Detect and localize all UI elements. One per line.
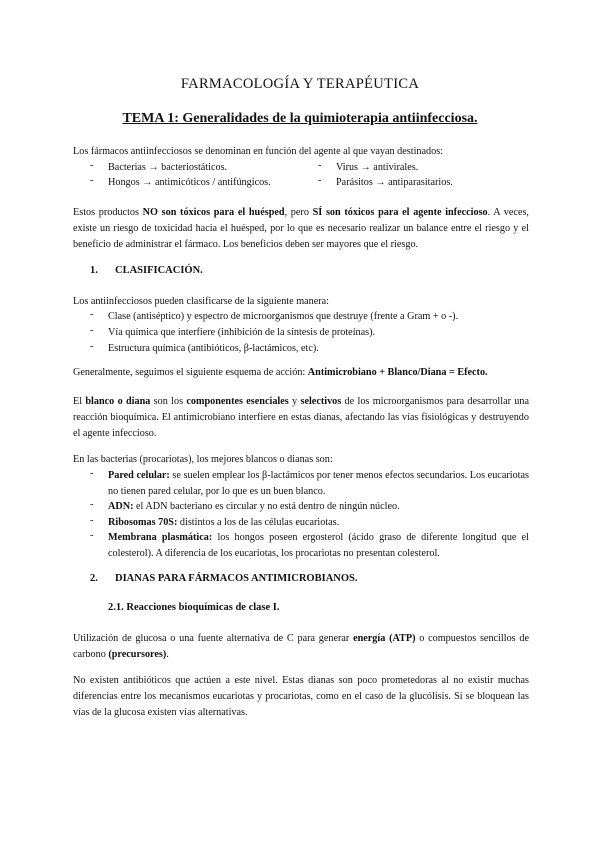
list-item: Virus → antivirales. [336,162,419,173]
list-item: Pared celular: se suelen emplear los β-lactámicos por tener menos efectos secundarios. Los eucariotas no tienen pared celular, por lo que es un buen blanco. [108,470,529,497]
list-item: ADN: el ADN bacteriano es circular y no está dentro de ningún núcleo. [108,501,400,512]
list-item: Bacterias → bacteriostáticos. [108,162,228,173]
list-item: Estructura química (antibióticos, β-lactámicos, etc). [108,343,319,354]
bullet-dash: - [90,175,94,186]
bullet-dash: - [90,309,94,320]
bullet-dash: - [90,515,94,526]
glucose-paragraph: Utilización de glucosa o una fuente alternativa de C para generar energía (ATP) o compuestos sencillos de carbono (precursores). [73,633,529,660]
bullet-dash: - [90,341,94,352]
bullet-dash: - [90,499,94,510]
classification-intro: Los antiinfecciosos pueden clasificarse de la siguiente manera: [73,296,330,307]
bacteria-intro: En las bacterias (procariotas), los mejores blancos o dianas son: [73,454,333,465]
list-item: Parásitos → antiparasitarios. [336,177,453,188]
subsection-heading: 2.1. Reacciones bioquímicas de clase I. [108,602,280,613]
bullet-dash: - [90,530,94,541]
toxicity-paragraph: Estos productos NO son tóxicos para el huésped, pero SÍ son tóxicos para el agente infeccioso. A veces, existe un riesgo de toxicidad hacia el huésped, por lo que es necesario realizar un balance entre el riesgo y el beneficio de administrar el fármaco. Los beneficios deben ser mayores que el riesgo. [73,207,529,250]
target-paragraph: El blanco o diana son los componentes esenciales y selectivos de los microorganismos para desarrollar una reacción bioquímica. El antimicrobiano interfiere en estas dianas, afectando las vías fisiológicas y destruyendo el agente infeccioso. [73,396,530,439]
bullet-dash: - [90,160,94,171]
bullet-dash: - [318,160,322,171]
topic-heading: TEMA 1: Generalidades de la quimioterapia antiinfecciosa. [122,111,478,126]
section-heading: 1. CLASIFICACIÓN. [90,265,203,276]
intro-paragraph: Los fármacos antiinfecciosos se denominan en función del agente al que vayan destinados: [73,146,444,157]
bullet-dash: - [90,468,94,479]
bullet-dash: - [90,325,94,336]
section-heading: 2. DIANAS PARA FÁRMACOS ANTIMICROBIANOS. [90,573,358,584]
closing-paragraph: No existen antibióticos que actúen a este nivel. Estas dianas son poco prometedoras al no existir muchas diferencias entre los mecanismos eucariotas y procariotas, como en el caso de la glucólisis. Si se bloquean las vías de la glucosa existen vías alternativas. [73,675,529,718]
list-item: Ribosomas 70S: distintos a los de las células eucariotas. [108,517,340,528]
list-item: Vía química que interfiere (inhibición de la síntesis de proteínas). [108,327,376,338]
list-item: Membrana plasmática: los hongos poseen ergosterol (ácido graso de diferente longitud que el colesterol). A diferencia de los eucariotas, los procariotas no presentan colesterol. [108,532,529,559]
list-item: Hongos → antimicóticos / antifúngicos. [108,177,271,188]
list-item: Clase (antiséptico) y espectro de microorganismos que destruye (frente a Gram + o -). [108,311,459,322]
scheme-paragraph: Generalmente, seguimos el siguiente esquema de acción: Antimicrobiano + Blanco/Diana = Efecto. [73,367,488,378]
bullet-dash: - [318,175,322,186]
page-title: FARMACOLOGÍA Y TERAPÉUTICA [180,76,420,92]
